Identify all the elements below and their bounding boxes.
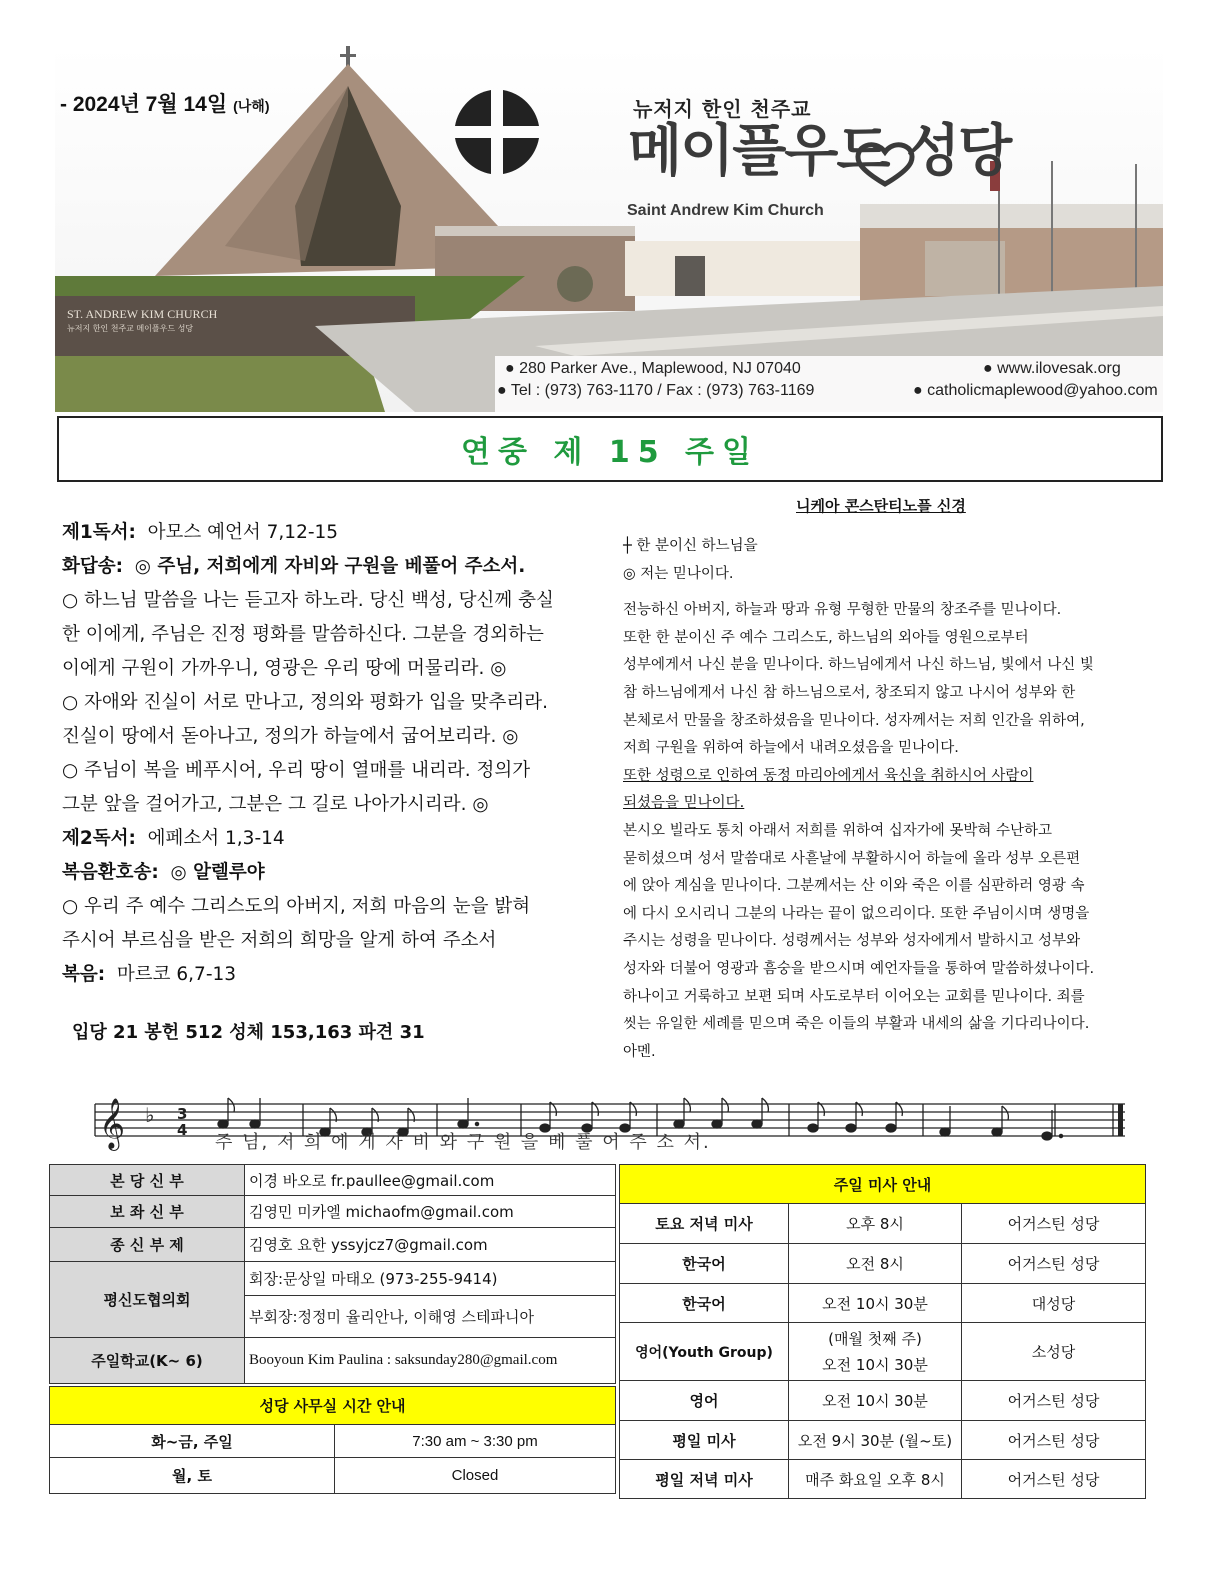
creed-line: 에 다시 오시리니 그분의 나라는 끝이 없으리이다. 또한 주님이시며 생명을 bbox=[623, 905, 1090, 922]
mass-time-line: 오전 10시 30분 bbox=[822, 1355, 928, 1374]
creed-line: 묻히셨으며 성서 말씀대로 사흗날에 부활하시어 하늘에 올라 성부 오른편 bbox=[623, 850, 1081, 867]
date-text: 2024년 7월 14일 bbox=[72, 93, 228, 116]
first-reading bbox=[62, 516, 612, 550]
creed-line: 전능하신 아버지, 하늘과 땅과 유형 무형한 만물의 창조주를 믿나이다. bbox=[623, 602, 1062, 619]
hymn-numbers: 입당 21 봉헌 512 성체 153,163 파견 31 bbox=[72, 1022, 425, 1043]
mass-name: 한국어 bbox=[620, 1284, 789, 1323]
creed-line: 아멘. bbox=[623, 1043, 656, 1060]
creed-line: 하나이고 거룩하고 보편 되며 사도로부터 이어오는 교회를 믿나이다. 죄를 bbox=[623, 988, 1085, 1005]
sign-stone-subtext: 뉴저지 한인 천주교 메이플우드 성당 bbox=[67, 324, 194, 333]
website-text: ● www.ilovesak.org bbox=[983, 360, 1121, 377]
readings-section bbox=[62, 516, 612, 992]
mass-name: 토요 저녁 미사 bbox=[620, 1204, 789, 1244]
mass-place: 어거스틴 성당 bbox=[962, 1460, 1146, 1499]
phone-text: ● Tel : (973) 763-1170 / Fax : (973) 763-1169 bbox=[497, 382, 815, 399]
address-text: ● 280 Parker Ave., Maplewood, NJ 07040 bbox=[505, 360, 801, 377]
org-big-name: 메이플우드 성당 bbox=[628, 119, 1011, 184]
staff-value: 부회장:정정미 율리안나, 이해영 스테파니아 bbox=[245, 1296, 616, 1338]
office-hours: Closed bbox=[335, 1458, 616, 1494]
sign-stone-text: ST. ANDREW KIM CHURCH bbox=[67, 307, 218, 321]
staff-value: Booyoun Kim Paulina : saksunday280@gmail.com bbox=[245, 1338, 616, 1384]
mass-schedule-title: 주일 미사 안내 bbox=[620, 1165, 1146, 1204]
psalm-line: 그분 앞을 걸어가고, 그분은 그 길로 나아가시리라. ◎ bbox=[62, 794, 489, 815]
alleluia-line: ○ 우리 주 예수 그리스도의 아버지, 저희 마음의 눈을 밝혀 bbox=[62, 896, 531, 917]
contact-strip bbox=[495, 356, 1163, 412]
time-signature-top: 3 bbox=[177, 1105, 188, 1123]
creed-line: 씻는 유일한 세례를 믿으며 죽은 이들의 부활과 내세의 삶을 기다리나이다. bbox=[623, 1016, 1090, 1033]
staff-table bbox=[49, 1164, 616, 1384]
creed-title: 니케아 콘스탄티노플 신경 bbox=[796, 497, 966, 515]
second-reading-value: 에페소서 1,3-14 bbox=[147, 828, 285, 849]
psalm bbox=[62, 550, 612, 584]
creed-line: 참 하느님에게서 나신 참 하느님으로서, 창조되지 않고 나시어 성부와 한 bbox=[623, 684, 1076, 701]
time-signature-bottom: 4 bbox=[177, 1121, 188, 1139]
staff-label: 평신도협의회 bbox=[50, 1262, 245, 1338]
creed-line: 저희 구원을 위하여 하늘에서 내려오셨음을 믿나이다. bbox=[623, 740, 959, 757]
staff-value: 김영호 요한 yssyjcz7@gmail.com bbox=[245, 1228, 616, 1262]
psalm-line: 진실이 땅에서 돋아나고, 정의가 하늘에서 굽어보리라. ◎ bbox=[62, 726, 519, 747]
gospel bbox=[62, 958, 612, 992]
bulletin-date: - 2024년 7월 14일 (나해) bbox=[60, 93, 270, 116]
liturgical-year: (나해) bbox=[233, 98, 270, 114]
creed-text bbox=[623, 533, 1163, 1066]
mass-time: 오전 9시 30분 (월~토) bbox=[789, 1421, 962, 1460]
sunday-title-box bbox=[57, 416, 1163, 482]
mass-schedule-table bbox=[619, 1164, 1146, 1499]
mass-time: 오전 8시 bbox=[789, 1244, 962, 1284]
psalm-response: ◎ 주님, 저희에게 자비와 구원을 베풀어 주소서. bbox=[134, 556, 526, 577]
alleluia-line: 주시어 부르심을 받은 저희의 희망을 알게 하여 주소서 bbox=[62, 930, 497, 951]
creed-line: 성자와 더불어 영광과 흠숭을 받으시며 예언자들을 통하여 말씀하셨나이다. bbox=[623, 960, 1095, 977]
alleluia-label: 복음환호송: bbox=[62, 862, 159, 883]
mass-place: 어거스틴 성당 bbox=[962, 1244, 1146, 1284]
staff-label: 주일학교(K~ 6) bbox=[50, 1338, 245, 1384]
psalm-lyrics: 주 님, 저 희 에 게 자 비 와 구 원 을 베 풀 어 주 소 서. bbox=[215, 1132, 711, 1153]
second-reading-label: 제2독서: bbox=[62, 828, 136, 849]
staff-value: 김영민 미카엘 michaofm@gmail.com bbox=[245, 1196, 616, 1228]
treble-clef-icon: 𝄞 bbox=[99, 1098, 126, 1149]
psalm-line: 이에게 구원이 가까우니, 영광은 우리 땅에 머물리라. ◎ bbox=[62, 658, 507, 679]
mass-place: 어거스틴 성당 bbox=[962, 1204, 1146, 1244]
gospel-value: 마르코 6,7-13 bbox=[116, 964, 237, 985]
office-hours-table bbox=[49, 1386, 616, 1494]
alleluia bbox=[62, 856, 612, 890]
creed-line: 또한 한 분이신 주 예수 그리스도, 하느님의 외아들 영원으로부터 bbox=[623, 629, 1029, 646]
mass-name: 평일 미사 bbox=[620, 1421, 789, 1460]
mass-name: 한국어 bbox=[620, 1244, 789, 1284]
psalm-line: ○ 주님이 복을 베푸시어, 우리 땅이 열매를 내리라. 정의가 bbox=[62, 760, 531, 781]
mass-time bbox=[789, 1323, 962, 1381]
mass-place: 대성당 bbox=[962, 1284, 1146, 1323]
creed-line: 에 앉아 계심을 믿나이다. 그분께서는 산 이와 죽은 이를 심판하러 영광 속 bbox=[623, 878, 1085, 895]
mass-time: 오전 10시 30분 bbox=[789, 1381, 962, 1421]
sunday-title: 연중 제 15 주일 bbox=[461, 435, 759, 470]
creed-line: 본시오 빌라도 통치 아래서 저희를 위하여 십자가에 못박혀 수난하고 bbox=[623, 822, 1053, 839]
creed-line: 되셨음을 믿나이다. bbox=[623, 795, 745, 812]
second-reading bbox=[62, 822, 612, 856]
mass-name: 영어(Youth Group) bbox=[620, 1323, 789, 1381]
org-english-name: Saint Andrew Kim Church bbox=[627, 202, 824, 219]
office-hours-title: 성당 사무실 시간 안내 bbox=[50, 1387, 616, 1425]
mass-place: 소성당 bbox=[962, 1323, 1146, 1381]
mass-place: 어거스틴 성당 bbox=[962, 1381, 1146, 1421]
psalm-line: 한 이에게, 주님은 진정 평화를 말씀하신다. 그분을 경외하는 bbox=[62, 624, 544, 645]
mass-time: 매주 화요일 오후 8시 bbox=[789, 1460, 962, 1499]
office-hours: 7:30 am ~ 3:30 pm bbox=[335, 1425, 616, 1458]
email-text: ● catholicmaplewood@yahoo.com bbox=[913, 382, 1158, 399]
creed-line: 주시는 성령을 믿나이다. 성령께서는 성부와 성자에게서 발하시고 성부와 bbox=[623, 933, 1081, 950]
psalm-label: 화답송: bbox=[62, 556, 124, 577]
staff-label: 보 좌 신 부 bbox=[50, 1196, 245, 1228]
mass-time-line: (매월 첫째 주) bbox=[828, 1329, 922, 1348]
creed-line: 본체로서 만물을 창조하셨음을 믿나이다. 성자께서는 저희 인간을 위하여, bbox=[623, 712, 1085, 729]
staff-label: 종 신 부 제 bbox=[50, 1228, 245, 1262]
staff-label: 본 당 신 부 bbox=[50, 1165, 245, 1196]
mass-name: 영어 bbox=[620, 1381, 789, 1421]
first-reading-value: 아모스 예언서 7,12-15 bbox=[147, 522, 339, 543]
creed-intro: ┼ 한 분이신 하느님을 bbox=[623, 538, 758, 554]
flat-sign-icon: ♭ bbox=[145, 1103, 155, 1127]
psalm-line: ○ 하느님 말씀을 나는 듣고자 하노라. 당신 백성, 당신께 충실 bbox=[62, 590, 554, 611]
creed-line: 또한 성령으로 인하여 동정 마리아에게서 육신을 취하시어 사람이 bbox=[623, 767, 1034, 784]
org-small-name: 뉴저지 한인 천주교 bbox=[633, 97, 812, 121]
psalm-line: ○ 자애와 진실이 서로 만나고, 정의와 평화가 입을 맞추리라. bbox=[62, 692, 548, 713]
mass-name: 평일 저녁 미사 bbox=[620, 1460, 789, 1499]
office-day: 화~금, 주일 bbox=[50, 1425, 335, 1458]
staff-value: 이경 바오로 fr.paullee@gmail.com bbox=[245, 1165, 616, 1196]
gospel-label: 복음: bbox=[62, 964, 106, 985]
mass-place: 어거스틴 성당 bbox=[962, 1421, 1146, 1460]
alleluia-value: ◎ 알렐루야 bbox=[170, 862, 265, 883]
creed-line: 성부에게서 나신 분을 믿나이다. 하느님에게서 나신 하느님, 빛에서 나신 빛 bbox=[623, 657, 1094, 674]
mass-time: 오후 8시 bbox=[789, 1204, 962, 1244]
office-day: 월, 토 bbox=[50, 1458, 335, 1494]
staff-value: 회장:문상일 마태오 (973-255-9414) bbox=[245, 1262, 616, 1296]
creed-intro: ◎ 저는 믿나이다. bbox=[623, 565, 734, 582]
mass-time: 오전 10시 30분 bbox=[789, 1284, 962, 1323]
first-reading-label: 제1독서: bbox=[62, 522, 136, 543]
